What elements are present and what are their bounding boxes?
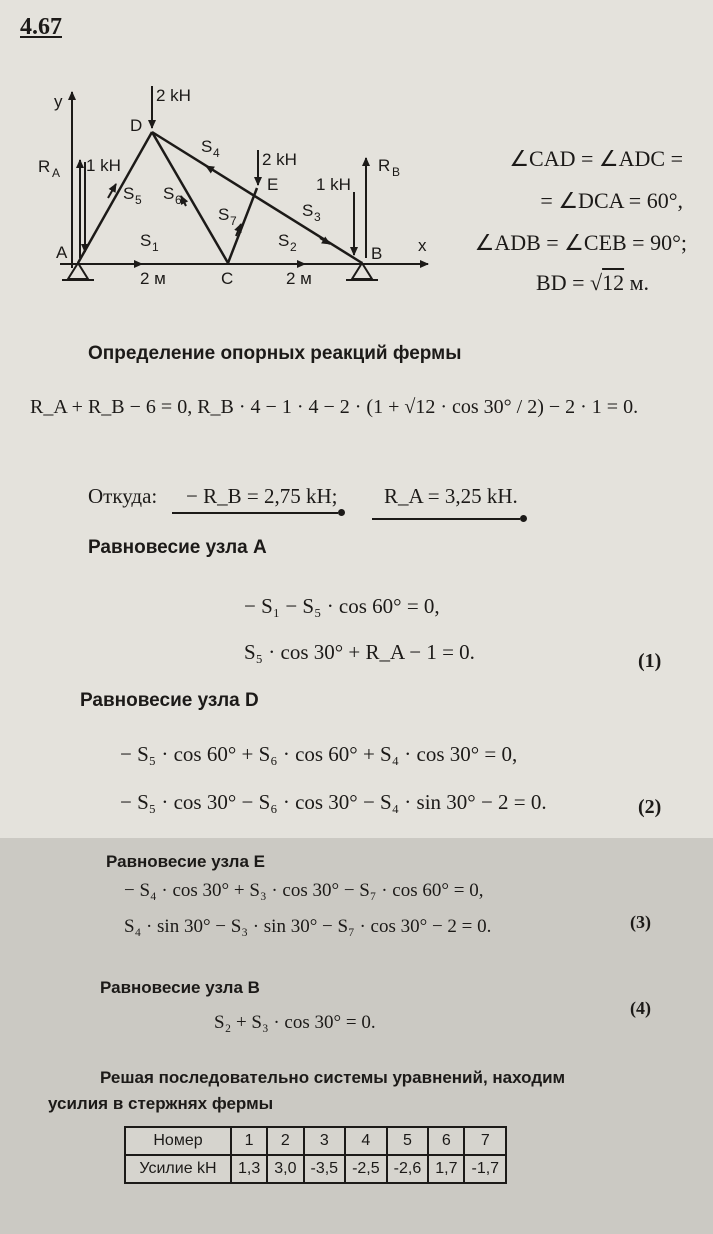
label-S6: S [163,184,175,203]
result-rb: − R_B = 2,75 kH; [186,484,338,508]
label-D: D [130,116,143,135]
label-RA-sub: A [52,166,61,180]
table-cell: 4 [345,1127,387,1155]
label-C: C [221,269,234,288]
table-cell: 3 [304,1127,346,1155]
node-a-eq-2: S₅ · cos 30° + R_A − 1 = 0. [244,640,475,664]
label-S6-sub: 6 [175,193,182,207]
condition-line-4: BD = √12 м. [536,270,649,295]
label-load-B: 1 kH [316,175,351,194]
table-cell: 3,0 [267,1155,303,1183]
node-e-heading: Равновесие узла E [106,852,265,871]
S6-arrow [181,196,186,206]
label-S2: S [278,231,290,250]
node-b-eq-1: S₂ + S₃ · cos 30° = 0. [214,1012,376,1033]
label-y: y [54,92,63,111]
label-S4-sub: 4 [213,146,220,160]
forces-table [124,1126,507,1184]
conclusion-line-1: Решая последовательно системы уравнений, находим [100,1068,566,1087]
label-S5: S [123,184,135,203]
label-S5-sub: 5 [135,193,142,207]
table-cell: 2 [267,1127,303,1155]
label-x: x [418,236,427,255]
label-RA: R [38,157,51,176]
label-dim-AC: 2 м [140,269,166,288]
table-cell: 7 [464,1127,506,1155]
table-cell: -1,7 [464,1155,506,1183]
node-e-eq-number: (3) [630,912,651,932]
table-cell: -3,5 [304,1155,346,1183]
node-b-eq-number: (4) [630,998,651,1018]
label-S4: S [201,137,213,156]
label-S7-sub: 7 [230,214,237,228]
table-cell: 1 [231,1127,267,1155]
table-cell: 5 [387,1127,429,1155]
label-S1: S [140,231,152,250]
result-ra-underline [372,518,520,520]
node-d-eq-2: − S₅ · cos 30° − S₆ · cos 30° − S₄ · sin 30° − 2 = 0. [120,790,547,814]
label-A: A [56,243,68,262]
table-header-force: Усилие kH [125,1155,231,1183]
condition-line-2: = ∠DCA = 60°, [540,188,683,213]
label-E: E [267,175,279,194]
node-a-eq-number: (1) [638,650,662,672]
label-load-D: 2 kH [156,86,191,105]
label-S3-sub: 3 [314,210,321,224]
table-cell: -2,5 [345,1155,387,1183]
support-heading: Определение опорных реакций фермы [88,343,462,364]
condition-line-1: ∠CAD = ∠ADC = [509,146,683,171]
node-b-heading: Равновесие узла B [100,978,260,997]
label-S3: S [302,201,314,220]
support-equation: R_A + R_B − 6 = 0, R_B · 4 − 1 · 4 − 2 · (1 + √12 · cos 30° / 2) − 2 · 1 = 0. [30,396,639,418]
label-S7: S [218,205,230,224]
table-row-numbers [125,1127,506,1155]
label-S1-sub: 1 [152,240,159,254]
label-RB: R [378,156,391,175]
label-load-E: 2 kH [262,150,297,169]
table-cell: -2,6 [387,1155,429,1183]
node-e-eq-2: S₄ · sin 30° − S₃ · sin 30° − S₇ · cos 30° − 2 = 0. [124,916,492,937]
table-cell: 1,3 [231,1155,267,1183]
node-a-eq-1: − S₁ − S₅ · cos 60° = 0, [244,594,440,618]
table-header-number: Номер [125,1127,231,1155]
label-S2-sub: 2 [290,240,297,254]
problem-number: 4.67 [20,14,62,40]
result-ra-dot [520,515,527,522]
conclusion-line-2: усилия в стержнях фермы [48,1094,274,1113]
label-dim-CB: 2 м [286,269,312,288]
table-row-forces [125,1155,506,1183]
condition-line-3: ∠ADB = ∠CEB = 90°; [474,230,687,255]
result-ra: R_A = 3,25 kH. [384,484,518,508]
node-a-heading: Равновесие узла A [88,537,267,558]
label-B: B [371,244,383,263]
node-d-heading: Равновесие узла D [80,690,259,711]
node-d-eq-number: (2) [638,796,662,818]
table-cell: 1,7 [428,1155,464,1183]
S4-arrow [206,166,216,172]
support-B [352,263,372,279]
result-rb-underline [172,512,338,514]
node-d-eq-1: − S₅ · cos 60° + S₆ · cos 60° + S₄ · cos 30° = 0, [120,742,518,766]
result-rb-dot [338,509,345,516]
label-RB-sub: B [392,165,401,179]
table-cell: 6 [428,1127,464,1155]
node-e-eq-1: − S₄ · cos 30° + S₃ · cos 30° − S₇ · cos 60° = 0, [124,880,484,901]
label-load-A: 1 kH [86,156,121,175]
result-prefix: Откуда: [88,484,158,508]
